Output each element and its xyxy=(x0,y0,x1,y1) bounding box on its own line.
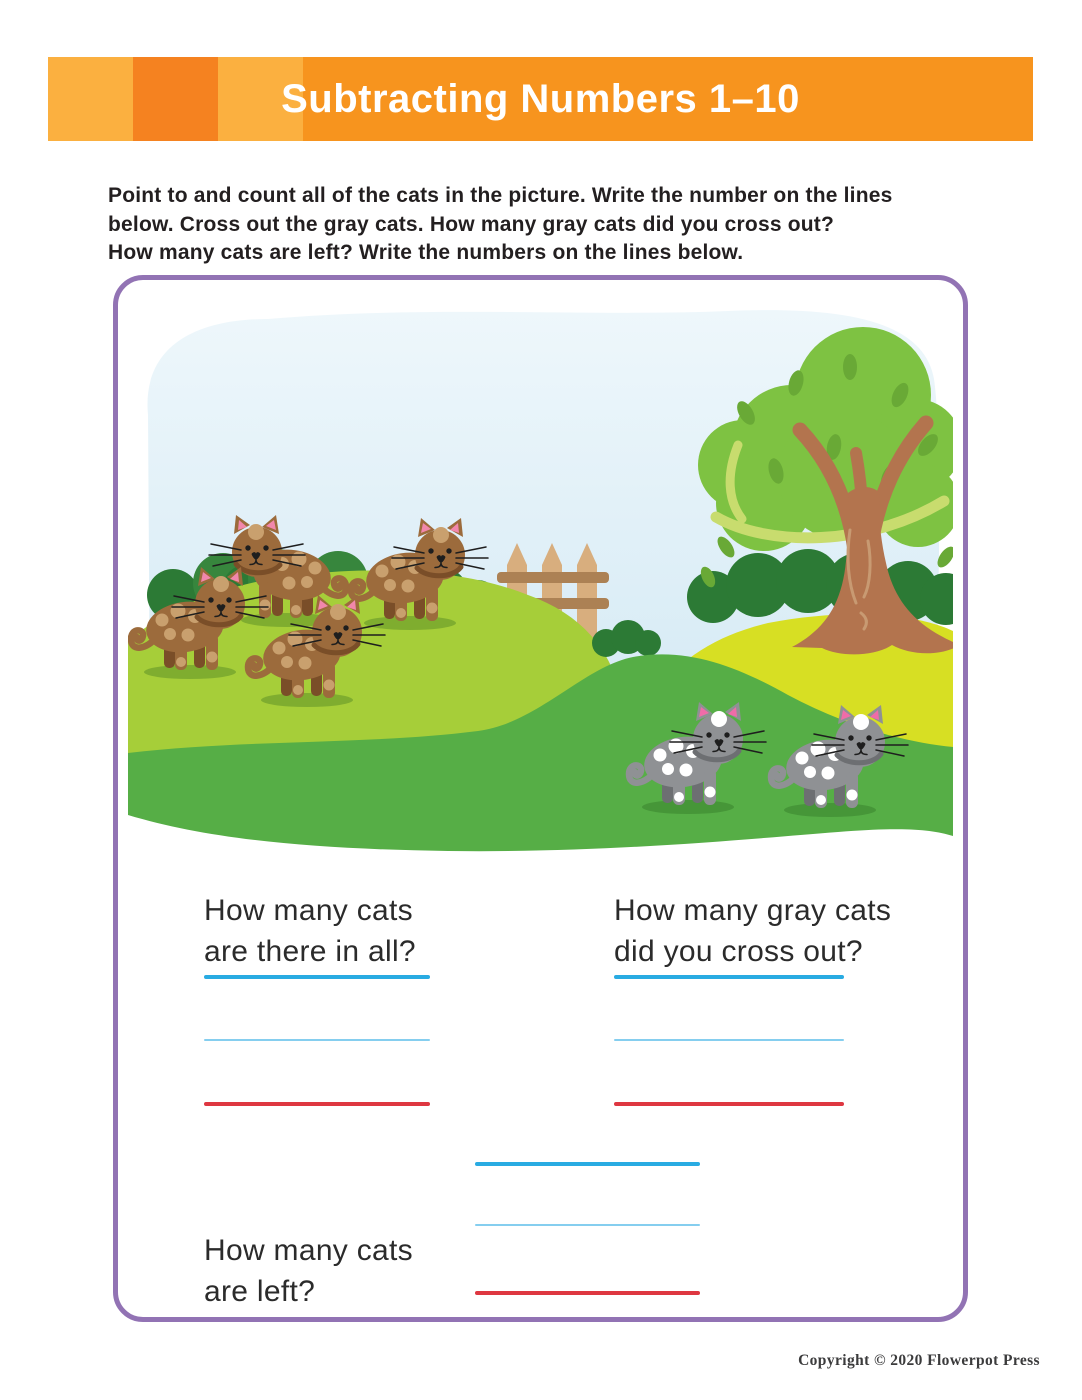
title-banner xyxy=(48,57,1033,141)
question-text: did you cross out? xyxy=(614,935,863,968)
instructions-line: below. Cross out the gray cats. How many gray cats did you cross out? xyxy=(108,212,835,236)
instructions xyxy=(108,182,1038,268)
scene-illustration xyxy=(128,295,953,855)
answer-line-total-red[interactable] xyxy=(204,1102,430,1106)
instructions-line: Point to and count all of the cats in the picture. Write the number on the lines xyxy=(108,184,893,207)
answer-line-left-mid[interactable] xyxy=(475,1224,700,1226)
answer-line-left-blue[interactable] xyxy=(475,1162,700,1166)
instructions-line: How many cats are left? Write the numbers on the lines below. xyxy=(108,241,744,264)
answer-line-total-blue[interactable] xyxy=(204,975,430,979)
question-left xyxy=(204,1230,413,1312)
question-text: How many cats xyxy=(204,1234,413,1267)
page-title: Subtracting Numbers 1–10 xyxy=(281,76,800,121)
question-text: How many gray cats xyxy=(614,894,892,927)
question-text: How many cats xyxy=(204,894,413,927)
question-gray xyxy=(614,890,891,972)
question-text: are there in all? xyxy=(204,935,416,968)
answer-line-left-red[interactable] xyxy=(475,1291,700,1295)
question-text: are left? xyxy=(204,1275,316,1308)
answer-line-gray-blue[interactable] xyxy=(614,975,844,979)
question-total xyxy=(204,890,416,972)
worksheet-frame xyxy=(113,275,968,1322)
answer-line-total-mid[interactable] xyxy=(204,1039,430,1041)
answer-line-gray-red[interactable] xyxy=(614,1102,844,1106)
copyright: Copyright © 2020 Flowerpot Press xyxy=(798,1352,1040,1369)
answer-line-gray-mid[interactable] xyxy=(614,1039,844,1041)
